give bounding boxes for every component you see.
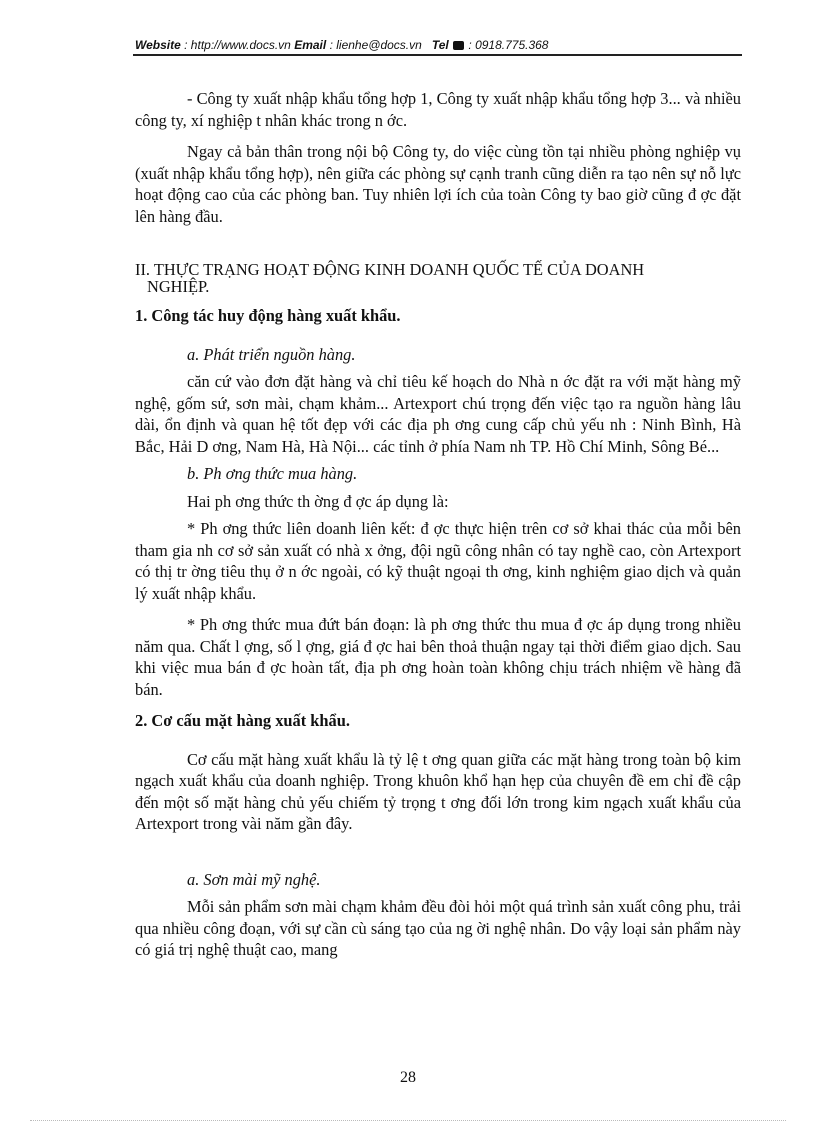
header-divider <box>133 54 742 56</box>
email-value: : lienhe@docs.vn <box>329 38 422 52</box>
subheading-source-development: a. Phát triển nguồn hàng. <box>187 344 356 364</box>
heading-mobilization: 1. Công tác huy động hàng xuất khẩu. <box>135 306 401 325</box>
paragraph-methods-intro: Hai ph ơng thức th ờng đ ợc áp dụng là: <box>187 491 449 511</box>
tel-value: : 0918.775.368 <box>468 38 549 52</box>
page-header <box>135 38 743 52</box>
page-bottom-border <box>30 1120 786 1121</box>
paragraph-source-development: căn cứ vào đơn đặt hàng và chỉ tiêu kế hoạch do Nhà n ớc đặt ra với mặt hàng mỹ nghệ, gốm sứ, sơn mài, chạm khảm... Artexport chú trọng đến việc tạo ra nguồn hàng lâu dài, ổn định và quan hệ tốt đẹp với các địa ph ơng cung cấp chủ yếu nh : Ninh Bình, Hà Bắc, Hải D ơng, Nam Hà, Hà Nội... các tỉnh ở phía Nam nh TP. Hồ Chí Minh, Sông Bé... <box>135 372 741 456</box>
paragraph-export-structure: Cơ cấu mặt hàng xuất khẩu là tỷ lệ t ơng quan giữa các mặt hàng trong toàn bộ kim ngạch xuất khẩu của doanh nghiệp. Trong khuôn khổ hạn hẹp của chuyên đề em chỉ đề cập đến một số mặt hàng chủ yếu chiếm tỷ trọng t ơng đối lớn trong kim ngạch xuất khẩu của Artexport trong vài năm gần đây. <box>135 749 741 833</box>
paragraph-competitors: - Công ty xuất nhập khẩu tổng hợp 1, Công ty xuất nhập khẩu tổng hợp 3... và nhiều công ty, xí nghiệp t nhân khác trong n ớc. <box>135 89 741 130</box>
paragraph-internal-competition: Ngay cả bản thân trong nội bộ Công ty, do việc cùng tồn tại nhiều phòng nghiệp vụ (xuất nhập khẩu tổng hợp), nên giữa các phòng sự cạnh tranh cũng diễn ra tạo nên sự nỗ lực hoạt động cao của các phòng ban. Tuy nhiên lợi ích của toàn Công ty bao giờ cũng đ ợc đặt lên hàng đầu. <box>135 142 741 226</box>
website-value: : http://www.docs.vn <box>184 38 291 52</box>
section-heading-line-1: II. THỰC TRẠNG HOẠT ĐỘNG KINH DOANH QUỐC TẾ CỦA DOANH <box>135 260 645 279</box>
document-body <box>135 88 741 961</box>
page-number: 28 <box>400 1069 416 1086</box>
paragraph-outright-purchase: * Ph ơng thức mua đứt bán đoạn: là ph ơng thức thu mua đ ợc áp dụng trong nhiều năm qua. Chất l ợng, số l ợng, giá đ ợc hai bên thoả thuận ngay tại thời điểm giao dịch. Sau khi việc mua bán đ ợc hoàn tất, địa ph ơng hoàn toàn không chịu trách nhiệm về hàng đã bán. <box>135 615 741 699</box>
heading-export-structure: 2. Cơ cấu mặt hàng xuất khẩu. <box>135 711 350 730</box>
subheading-purchase-methods: b. Ph ơng thức mua hàng. <box>187 464 358 483</box>
subheading-lacquerware: a. Sơn mài mỹ nghệ. <box>187 869 321 889</box>
paragraph-joint-venture: * Ph ơng thức liên doanh liên kết: đ ợc thực hiện trên cơ sở khai thác của mỗi bên tham gia nh cơ sở sản xuất có nhà x ởng, đội ngũ công nhân có tay nghề cao, còn Artexport có thị tr ờng tiêu thụ ở n ớc ngoài, có kỹ thuật ngoại th ơng, kinh nghiệm giao dịch và quản lý xuất nhập khẩu. <box>135 519 741 603</box>
section-heading-line-2: NGHIỆP. <box>147 277 210 296</box>
section-heading-ii <box>135 261 741 295</box>
phone-icon <box>453 41 464 50</box>
website-label: Website <box>135 38 181 52</box>
email-label: Email <box>294 38 327 52</box>
paragraph-lacquerware: Mỗi sản phẩm sơn mài chạm khảm đều đòi hỏi một quá trình sản xuất công phu, trải qua nhiều công đoạn, với sự cần cù sáng tạo của ng ời nghệ nhân. Do vậy loại sản phẩm này có giá trị nghệ thuật cao, mang <box>135 897 741 959</box>
tel-label: Tel <box>431 38 449 52</box>
